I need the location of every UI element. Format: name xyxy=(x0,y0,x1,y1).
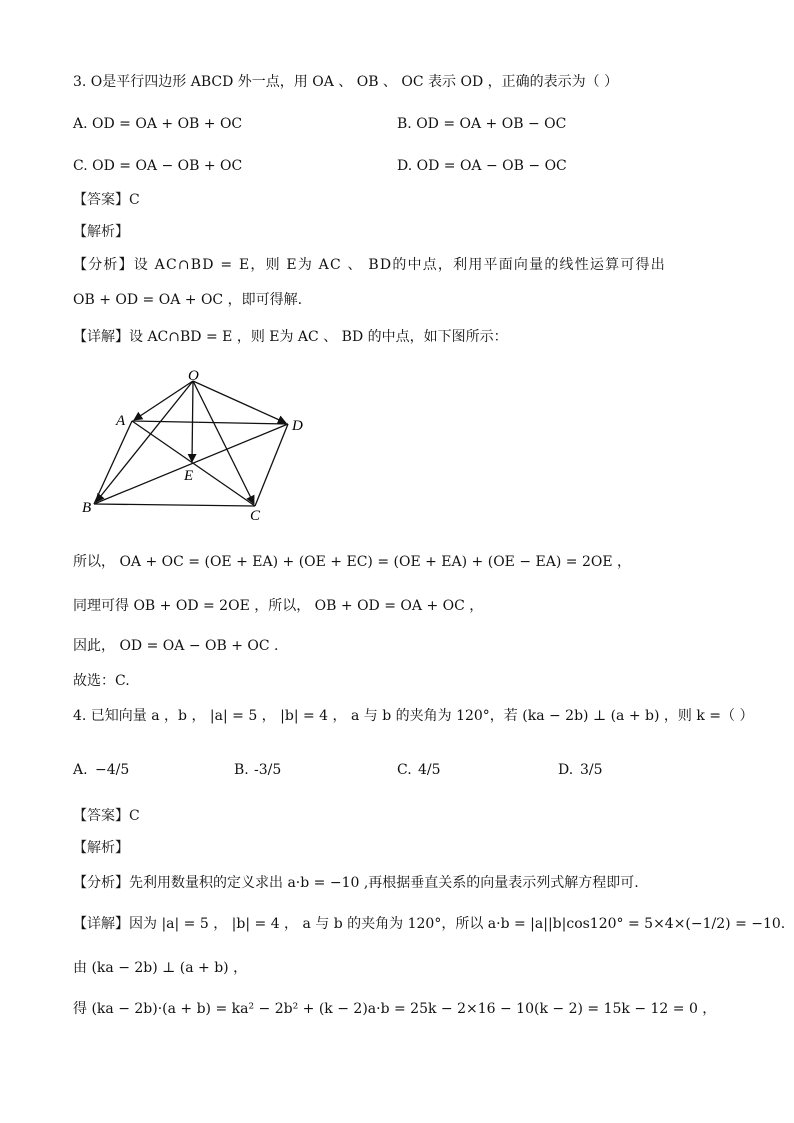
label-b: B xyxy=(82,500,92,516)
q3-option-d: D. OD = OA − OB − OC xyxy=(397,158,567,174)
q3-option-b: B. OD = OA + OB − OC xyxy=(397,116,567,132)
label-a: A xyxy=(116,413,126,429)
q4-option-b-label: B. xyxy=(234,762,249,778)
q3-derivation-line1: 所以， OA + OC = (OE + EA) + (OE + EC) = (OE + EA) + (OE − EA) = 2OE ， xyxy=(73,554,631,570)
q3-choice: 故选：C. xyxy=(73,673,130,689)
q4-detail-line2: 由 (ka − 2b) ⊥ (a + b) ， xyxy=(73,960,248,976)
q4-option-a-value: −4/5 xyxy=(95,762,130,778)
q4-option-d-label: D. xyxy=(558,762,574,778)
q3-derivation-line3: 因此， OD = OA − OB + OC . xyxy=(73,638,279,654)
q4-option-c-value: 4/5 xyxy=(418,762,441,778)
edge-dc xyxy=(255,424,288,506)
q3-detail: 【详解】设 AC∩BD = E ，则 E为 AC 、 BD 的中点，如下图所示： xyxy=(73,329,508,345)
vector-oa xyxy=(134,381,193,420)
q4-option-b-value: -3/5 xyxy=(254,762,282,778)
q4-option-c-label: C. xyxy=(397,762,412,778)
parallelogram-diagram xyxy=(80,366,320,526)
q4-detail-line1: 【详解】因为 |a| = 5 ， |b| = 4 ， a 与 b 的夹角为 120°，所以 a·b = |a||b|cos120° = 5×4×(−1/2) = −10. xyxy=(73,916,786,932)
edge-ad xyxy=(132,421,288,424)
label-o: O xyxy=(188,368,199,384)
diagonal-bd xyxy=(94,424,288,504)
label-e: E xyxy=(184,468,194,484)
label-c: C xyxy=(250,508,261,524)
q3-derivation-line2: 同理可得 OB + OD = 2OE ，所以， OB + OD = OA + OC ， xyxy=(73,598,484,614)
q3-option-a: A. OD = OA + OB + OC xyxy=(73,116,243,132)
vector-oe xyxy=(192,381,193,462)
parallelogram-figure xyxy=(80,366,320,526)
vector-od xyxy=(193,381,286,423)
q3-analysis-tag: 【解析】 xyxy=(73,224,129,240)
q4-answer: 【答案】C xyxy=(73,808,140,824)
edge-ab xyxy=(94,421,132,504)
q4-option-a-label: A. xyxy=(73,762,88,778)
q4-detail-line3: 得 (ka − 2b)·(a + b) = ka² − 2b² + (k − 2)a·b = 25k − 2×16 − 10(k − 2) = 15k − 12 = 0 ， xyxy=(73,1001,717,1017)
q3-fenxi-line1: 【分析】设 AC∩BD = E，则 E为 AC 、 BD的中点，利用平面向量的线性运算可得出 xyxy=(73,257,666,273)
q3-fenxi-line2: OB + OD = OA + OC ，即可得解. xyxy=(73,292,303,308)
q3-option-c: C. OD = OA − OB + OC xyxy=(73,158,243,174)
label-d: D xyxy=(292,418,303,434)
q4-fenxi: 【分析】先利用数量积的定义求出 a·b = −10 ,再根据垂直关系的向量表示列式解方程即可. xyxy=(73,875,639,891)
q4-analysis-tag: 【解析】 xyxy=(73,840,129,856)
vector-oc xyxy=(193,381,254,504)
q3-answer: 【答案】C xyxy=(73,192,140,208)
edge-bc xyxy=(94,504,255,506)
q4-stem: 4. 已知向量 a ，b ， |a| = 5 ， |b| = 4 ， a 与 b 的夹角为 120°，若 (ka − 2b) ⊥ (a + b) ，则 k =（ ） xyxy=(73,708,754,724)
q4-option-d-value: 3/5 xyxy=(580,762,603,778)
q3-stem: 3. O是平行四边形 ABCD 外一点，用 OA 、 OB 、 OC 表示 OD ，正确的表示为（ ） xyxy=(73,74,619,90)
